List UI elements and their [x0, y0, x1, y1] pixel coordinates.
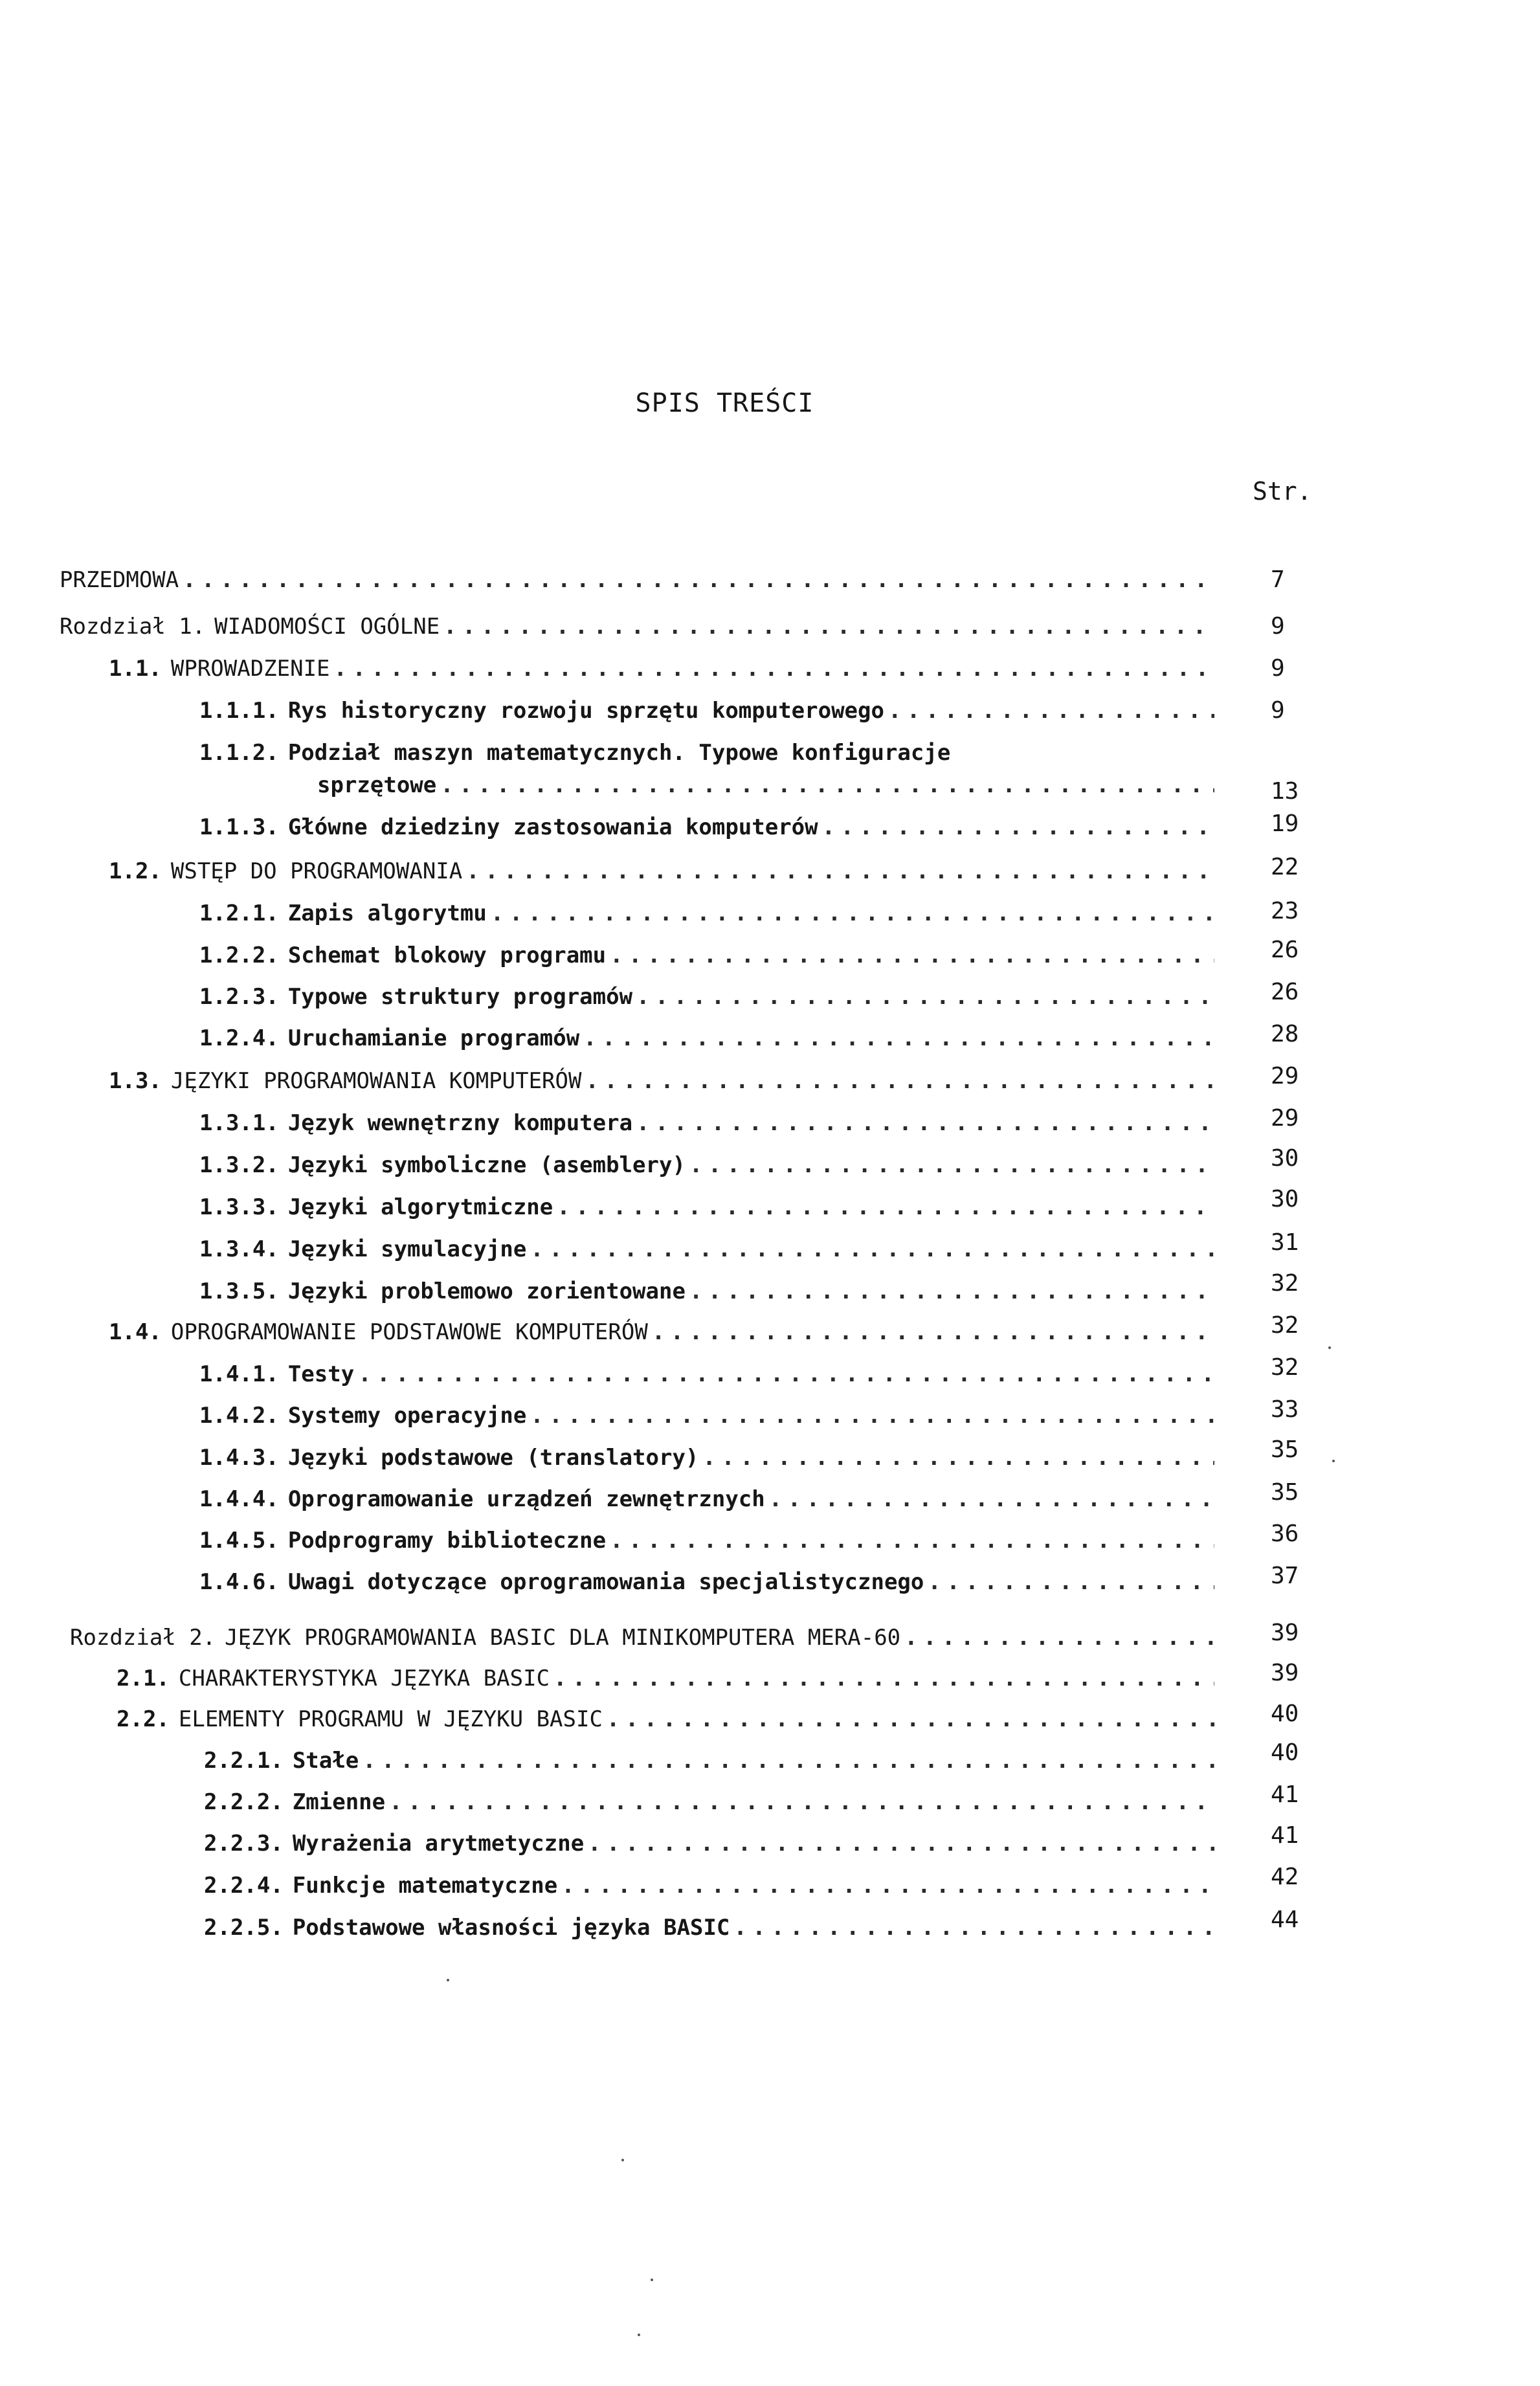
toc-page-number: 39: [1271, 1660, 1299, 1686]
toc-entry-label: Języki symulacyjne: [287, 1236, 527, 1262]
toc-entry-label: Języki algorytmiczne: [287, 1194, 553, 1220]
leader-dots: [702, 1440, 1214, 1476]
toc-entry-subsection[interactable]: [199, 1356, 1218, 1392]
toc-entry-label: Funkcje matematyczne: [292, 1873, 558, 1899]
toc-page-number: 9: [1271, 655, 1285, 682]
toc-entry-subsection[interactable]: [199, 1189, 1218, 1225]
toc-page-number: 13: [1271, 778, 1299, 805]
toc-entry-number: 1.1.2.: [199, 740, 279, 766]
toc-entry-subsection[interactable]: [199, 1020, 1218, 1056]
leader-dots: [334, 651, 1214, 687]
toc-page-number: 30: [1271, 1186, 1299, 1212]
toc-entry-number: Rozdział 2.: [70, 1625, 216, 1651]
toc-entry-section[interactable]: [109, 1314, 1218, 1350]
toc-page-number: 37: [1271, 1563, 1299, 1589]
toc-entry-label: WSTĘP DO PROGRAMOWANIA: [170, 858, 463, 884]
toc-entry-label: WPROWADZENIE: [170, 656, 330, 682]
toc-entry-number: 2.1.: [117, 1666, 170, 1691]
toc-entry-label: Testy: [287, 1361, 355, 1387]
toc-entry-subsection[interactable]: [199, 809, 1218, 845]
toc-entry-label: JĘZYKI PROGRAMOWANIA KOMPUTERÓW: [170, 1068, 582, 1094]
toc-entry-subsection[interactable]: [199, 895, 1218, 931]
toc-entry-number: 1.2.3.: [199, 984, 279, 1010]
toc-entry-subsection[interactable]: [199, 1440, 1218, 1476]
leader-dots: [689, 1147, 1214, 1183]
toc-entry-label: Języki symboliczne (asemblery): [287, 1152, 686, 1178]
toc-page-number: 23: [1271, 898, 1299, 924]
toc-entry-label: Uwagi dotyczące oprogramowania specjalistycznego: [287, 1569, 924, 1595]
toc-entry-number: 1.1.3.: [199, 814, 279, 840]
toc-entry-section[interactable]: [109, 853, 1218, 889]
toc-entry-section[interactable]: [109, 1063, 1218, 1099]
toc-entry-label: JĘZYK PROGRAMOWANIA BASIC DLA MINIKOMPUTERA MERA-60: [225, 1625, 901, 1651]
toc-entry-subsection[interactable]: [199, 979, 1218, 1015]
toc-entry-section[interactable]: [109, 651, 1218, 687]
toc-entry-subsection[interactable]: [199, 1231, 1218, 1267]
toc-entry-number: 1.4.5.: [199, 1528, 279, 1554]
toc-entry-preface[interactable]: [60, 562, 1218, 598]
toc-entry-subsection[interactable]: [204, 1784, 1218, 1820]
leader-dots: [553, 1660, 1214, 1697]
toc-entry-number: 1.3.1.: [199, 1110, 279, 1136]
toc-page-number: 9: [1271, 697, 1285, 724]
toc-entry-subsection[interactable]: [199, 937, 1218, 974]
toc-entry-label: ELEMENTY PROGRAMU W JĘZYKU BASIC: [178, 1706, 603, 1732]
toc-entry-label: Główne dziedziny zastosowania komputerów: [287, 814, 818, 840]
page-column-label: Str.: [1253, 477, 1312, 506]
toc-page-number: 35: [1271, 1479, 1299, 1506]
toc-entry-subsection[interactable]: [204, 1825, 1218, 1862]
toc-entry-subsection[interactable]: [204, 1910, 1218, 1946]
toc-page-number: 19: [1271, 810, 1299, 837]
toc-entry-chapter-1[interactable]: [60, 608, 1218, 645]
toc-entry-number: 1.2.4.: [199, 1025, 279, 1051]
toc-entry-number: 1.4.4.: [199, 1486, 279, 1512]
toc-entry-label: Języki problemowo zorientowane: [287, 1278, 686, 1304]
toc-entry-subsection[interactable]: [204, 1743, 1218, 1779]
toc-entry-label: Język wewnętrzny komputera: [287, 1110, 633, 1136]
leader-dots: [610, 937, 1214, 974]
leader-dots: [183, 562, 1214, 598]
toc-entry-subsection[interactable]: [199, 1273, 1218, 1310]
toc-page-number: 41: [1271, 1822, 1299, 1849]
toc-page-number: 22: [1271, 854, 1299, 880]
toc-entry-number: 2.2.5.: [204, 1915, 284, 1941]
leader-dots: [585, 1063, 1214, 1099]
leader-dots: [557, 1189, 1214, 1225]
toc-entry-subsection[interactable]: [199, 1564, 1218, 1600]
toc-entry-number: 2.2.3.: [204, 1831, 284, 1856]
leader-dots: [607, 1701, 1214, 1737]
toc-page-number: 40: [1271, 1700, 1299, 1727]
toc-entry-label: Podział maszyn matematycznych. Typowe konfiguracje: [287, 740, 951, 766]
toc-entry-label: Języki podstawowe (translatory): [287, 1445, 699, 1471]
toc-entry-subsection[interactable]: [204, 1868, 1218, 1904]
toc-entry-subsection[interactable]: [199, 1147, 1218, 1183]
toc-page-number: 28: [1271, 1021, 1299, 1047]
toc-page-number: 30: [1271, 1145, 1299, 1172]
toc-page-number: 41: [1271, 1781, 1299, 1808]
toc-entry-number: 1.3.4.: [199, 1236, 279, 1262]
toc-entry-label: Zmienne: [292, 1789, 386, 1815]
toc-page-number: 35: [1271, 1436, 1299, 1463]
toc-entry-label: Stałe: [292, 1748, 359, 1774]
toc-entry-subsection[interactable]: [199, 1398, 1218, 1434]
toc-page-number: 40: [1271, 1739, 1299, 1766]
leader-dots: [769, 1481, 1214, 1517]
toc-page-number: 39: [1271, 1620, 1299, 1646]
leader-dots: [440, 767, 1214, 803]
toc-page-number: 36: [1271, 1521, 1299, 1547]
leader-dots: [733, 1910, 1214, 1946]
toc-entry-label: Podprogramy biblioteczne: [287, 1528, 607, 1554]
toc-entry-number: 1.4.1.: [199, 1361, 279, 1387]
leader-dots: [636, 1105, 1214, 1141]
toc-page-number: 29: [1271, 1063, 1299, 1089]
scan-speck: [638, 2334, 640, 2336]
toc-entry-label: Rys historyczny rozwoju sprzętu komputerowego: [287, 698, 884, 724]
toc-entry-number: 2.2.4.: [204, 1873, 284, 1899]
toc-page-number: 32: [1271, 1312, 1299, 1339]
toc-entry-subsection[interactable]: [199, 735, 1218, 771]
toc-entry-number: 1.3.: [109, 1068, 162, 1094]
toc-entry-continuation[interactable]: [317, 767, 1218, 803]
leader-dots: [888, 693, 1214, 729]
toc-entry-number: 1.4.6.: [199, 1569, 279, 1595]
toc-page-number: 32: [1271, 1354, 1299, 1381]
toc-entry-label: OPROGRAMOWANIE PODSTAWOWE KOMPUTERÓW: [170, 1319, 648, 1345]
leader-dots: [928, 1564, 1214, 1600]
leader-dots: [636, 979, 1214, 1015]
toc-entry-number: 1.4.2.: [199, 1403, 279, 1429]
leader-dots: [389, 1784, 1214, 1820]
toc-entry-section[interactable]: [117, 1701, 1218, 1737]
toc-entry-label: Uruchamianie programów: [287, 1025, 580, 1051]
toc-entry-section[interactable]: [117, 1660, 1218, 1697]
toc-page-number: 26: [1271, 937, 1299, 963]
toc-entry-number: 2.2.2.: [204, 1789, 284, 1815]
toc-page-number: 9: [1271, 613, 1285, 640]
toc-entry-chapter-2[interactable]: [70, 1620, 1218, 1656]
toc-page-number: 7: [1271, 566, 1285, 593]
scan-speck: [621, 2159, 624, 2161]
leader-dots: [491, 895, 1214, 931]
toc-entry-label: Schemat blokowy programu: [287, 942, 607, 968]
toc-entry-label: Zapis algorytmu: [287, 900, 487, 926]
leader-dots: [530, 1398, 1214, 1434]
toc-entry-label: CHARAKTERYSTYKA JĘZYKA BASIC: [178, 1666, 550, 1691]
toc-entry-subsection[interactable]: [199, 1481, 1218, 1517]
leader-dots: [610, 1522, 1214, 1559]
toc-entry-label: PRZEDMOWA: [60, 567, 179, 593]
scan-speck: [651, 2279, 653, 2281]
toc-entry-number: 2.2.1.: [204, 1748, 284, 1774]
toc-page-number: 31: [1271, 1229, 1299, 1256]
toc-entry-number: 1.4.: [109, 1319, 162, 1345]
toc-entry-number: 1.3.3.: [199, 1194, 279, 1220]
leader-dots: [652, 1314, 1214, 1350]
toc-page-number: 26: [1271, 979, 1299, 1005]
toc-entry-subsection[interactable]: [199, 1105, 1218, 1141]
scan-speck: [1332, 1460, 1335, 1462]
toc-entry-number: 2.2.: [117, 1706, 170, 1732]
leader-dots: [822, 809, 1214, 845]
leader-dots: [689, 1273, 1214, 1310]
toc-page-number: 33: [1271, 1396, 1299, 1423]
toc-entry-subsection[interactable]: [199, 693, 1218, 729]
toc-entry-label: Wyrażenia arytmetyczne: [292, 1831, 585, 1856]
leader-dots: [583, 1020, 1214, 1056]
toc-entry-label: Podstawowe własności języka BASIC: [292, 1915, 730, 1941]
toc-entry-label: WIADOMOŚCI OGÓLNE: [214, 614, 440, 640]
toc-entry-number: 1.4.3.: [199, 1445, 279, 1471]
leader-dots: [588, 1825, 1214, 1862]
toc-entry-label-continued: sprzętowe: [317, 772, 437, 798]
scan-speck: [1328, 1346, 1331, 1349]
toc-page-number: 44: [1271, 1906, 1299, 1933]
toc-entry-number: 1.1.1.: [199, 698, 279, 724]
toc-entry-number: 1.2.1.: [199, 900, 279, 926]
toc-entry-number: 1.1.: [109, 656, 162, 682]
leader-dots: [530, 1231, 1214, 1267]
leader-dots: [363, 1743, 1214, 1779]
toc-entry-label: Oprogramowanie urządzeń zewnętrznych: [287, 1486, 765, 1512]
leader-dots: [358, 1356, 1214, 1392]
leader-dots: [443, 608, 1214, 645]
toc-entry-number: Rozdział 1.: [60, 614, 206, 640]
leader-dots: [466, 853, 1214, 889]
leader-dots: [904, 1620, 1214, 1656]
scan-speck: [447, 1979, 449, 1981]
toc-entry-number: 1.3.2.: [199, 1152, 279, 1178]
toc-page-number: 29: [1271, 1105, 1299, 1132]
page-title: SPIS TREŚCI: [635, 388, 814, 418]
toc-entry-subsection[interactable]: [199, 1522, 1218, 1559]
toc-entry-label: Typowe struktury programów: [287, 984, 633, 1010]
toc-entry-number: 1.2.2.: [199, 942, 279, 968]
toc-entry-number: 1.2.: [109, 858, 162, 884]
leader-dots: [561, 1868, 1214, 1904]
toc-entry-label: Systemy operacyjne: [287, 1403, 527, 1429]
toc-page-number: 42: [1271, 1864, 1299, 1890]
toc-page-number: 32: [1271, 1270, 1299, 1297]
toc-entry-number: 1.3.5.: [199, 1278, 279, 1304]
